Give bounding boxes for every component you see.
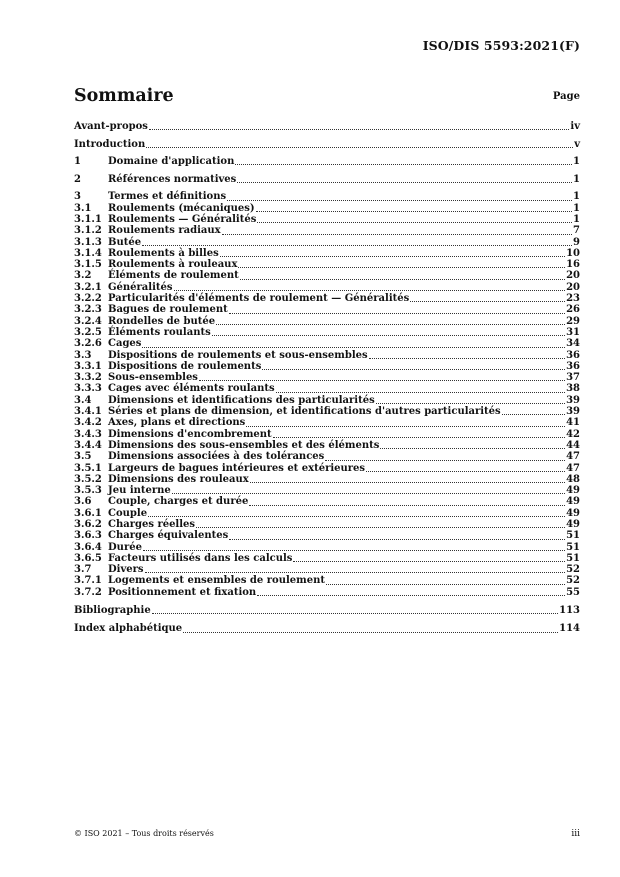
toc-entry-title: Largeurs de bagues intérieures et extérieures (108, 462, 366, 474)
toc-dot-leader (238, 267, 565, 268)
toc-entry-number: 3.3 (74, 349, 92, 361)
toc-dot-leader (235, 164, 572, 165)
toc-entry-number: 3.3.3 (74, 383, 102, 395)
toc-dot-leader (174, 290, 566, 291)
toc-entry[interactable] (74, 156, 580, 167)
toc-entry-page: 48 (566, 473, 580, 485)
toc-entry-title: Références normatives (108, 173, 237, 185)
toc-dot-leader (143, 550, 565, 551)
toc-entry[interactable] (74, 248, 580, 259)
toc-dot-leader (257, 222, 572, 223)
toc-entry-title: Dimensions des sous-ensembles et des éléments (108, 439, 380, 451)
toc-entry[interactable] (74, 338, 580, 349)
toc-entry-title: Jeu interne (108, 485, 171, 497)
toc-dot-leader (142, 245, 572, 246)
toc-entry-title: Dimensions d'encombrement (108, 428, 272, 440)
toc-dot-leader (276, 392, 565, 393)
toc-entry-number: 3.1.2 (74, 225, 102, 237)
toc-entry-title: Dimensions des rouleaux (108, 473, 249, 485)
toc-entry[interactable] (74, 293, 580, 304)
toc-entry[interactable] (74, 174, 580, 185)
toc-entry-number: 3.7.1 (74, 575, 102, 587)
toc-entry-page: 51 (566, 541, 580, 553)
toc-dot-leader (222, 234, 572, 235)
toc-entry-title: Positionnement et fixation (108, 586, 257, 598)
toc-dot-leader (273, 437, 565, 438)
toc-dot-leader (229, 313, 565, 314)
toc-entry-page: 49 (566, 496, 580, 508)
toc-dot-leader (148, 516, 565, 517)
toc-entry-title: Cages avec éléments roulants (108, 383, 275, 395)
toc-dot-leader (142, 347, 565, 348)
toc-entry-title: Dimensions associées à des tolérances (108, 451, 325, 463)
toc-entry[interactable] (74, 259, 580, 270)
toc-entry-number: 3.6.1 (74, 507, 102, 519)
toc-entry-title: Index alphabétique (74, 623, 183, 635)
toc-entry-number: 3.5 (74, 451, 92, 463)
toc-entry[interactable] (74, 350, 580, 361)
toc-entry-number: 3.1.4 (74, 247, 102, 259)
toc-entry[interactable] (74, 485, 580, 496)
footer-page-number: iii (571, 829, 580, 839)
toc-entry-title: Séries et plans de dimension, et identifications d'autres particularités (108, 406, 501, 418)
toc-dot-leader (145, 572, 566, 573)
toc-entry[interactable] (74, 463, 580, 474)
toc-entry[interactable] (74, 225, 580, 236)
toc-entry-page: 36 (566, 349, 580, 361)
toc-dot-leader (293, 561, 565, 562)
toc-entry-title: Roulements à billes (108, 247, 219, 259)
toc-entry-page: 39 (566, 394, 580, 406)
toc-entry-title: Avant-propos (74, 121, 148, 132)
toc-entry-page: 20 (566, 281, 580, 293)
toc-dot-leader (146, 147, 573, 148)
toc-entry-number: 3.6.2 (74, 518, 102, 530)
toc-entry-number: 3.2.3 (74, 304, 102, 316)
toc-group-gap (74, 598, 580, 605)
toc-entry[interactable] (74, 451, 580, 462)
toc-entry[interactable] (74, 587, 580, 598)
toc-entry-title: Rondelles de butée (108, 315, 216, 327)
toc-entry-page: 51 (566, 552, 580, 564)
toc-entry-page: 49 (566, 507, 580, 519)
toc-entry-title: Roulements à rouleaux (108, 259, 238, 271)
toc-entry-title: Introduction (74, 138, 146, 150)
toc-entry-number: 3.4.2 (74, 417, 102, 429)
toc-entry-number: 3.1.3 (74, 236, 102, 248)
toc-entry-title: Durée (108, 541, 142, 553)
toc-entry-number: 2 (74, 173, 81, 185)
toc-entry[interactable] (74, 282, 580, 293)
toc-entry[interactable] (74, 553, 580, 564)
toc-entry-title: Divers (108, 564, 144, 576)
toc-entry[interactable] (74, 575, 580, 586)
toc-entry-page: iv (570, 121, 580, 132)
toc-entry-number: 3.2.6 (74, 338, 102, 350)
toc-entry-page: 31 (566, 326, 580, 338)
toc-entry-title: Cages (108, 338, 142, 350)
toc-entry[interactable] (74, 383, 580, 394)
toc-entry[interactable] (74, 139, 580, 150)
toc-entry-number: 3.5.3 (74, 485, 102, 497)
toc-entry-number: 3.6.4 (74, 541, 102, 553)
toc-entry-number: 3.3.1 (74, 360, 102, 372)
toc-entry-title: Logements et ensembles de roulement (108, 575, 325, 587)
toc-entry[interactable] (74, 270, 580, 281)
toc-entry-title: Bagues de roulement (108, 304, 228, 316)
toc-entry[interactable] (74, 121, 580, 132)
toc-entry-number: 3.4 (74, 394, 92, 406)
toc-dot-leader (216, 324, 565, 325)
toc-dot-leader (220, 256, 565, 257)
toc-dot-leader (183, 632, 558, 633)
toc-entry-number: 3.3.2 (74, 372, 102, 384)
toc-entry-page: 1 (573, 213, 580, 225)
toc-entry-page: 36 (566, 360, 580, 372)
toc-dot-leader (199, 380, 565, 381)
toc-entry-page: 16 (566, 259, 580, 271)
toc-entry-page: 39 (566, 406, 580, 418)
toc-entry-title: Charges équivalentes (108, 530, 229, 542)
toc-entry[interactable] (74, 474, 580, 485)
toc-entry-page: 10 (566, 247, 580, 259)
toc-group-gap (74, 616, 580, 623)
toc-entry-page: 41 (566, 417, 580, 429)
toc-entry-title: Généralités (108, 281, 173, 293)
toc-entry[interactable] (74, 372, 580, 383)
toc-entry-number: 3.2 (74, 270, 92, 282)
toc-entry[interactable] (74, 191, 580, 202)
toc-entry-number: 3.2.4 (74, 315, 102, 327)
toc-entry-page: 51 (566, 530, 580, 542)
toc-entry-page: 1 (573, 202, 580, 214)
toc-entry[interactable] (74, 406, 580, 417)
toc-dot-leader (250, 482, 565, 483)
toc-entry-title: Bibliographie (74, 605, 151, 617)
toc-entry-title: Roulements — Généralités (108, 213, 257, 225)
toc-entry[interactable] (74, 440, 580, 451)
toc-entry-page: 1 (573, 173, 580, 185)
toc-entry-page: 1 (573, 156, 580, 168)
toc-entry-page: 7 (573, 225, 580, 237)
toc-entry-number: 3.4.3 (74, 428, 102, 440)
toc-entry-page: 26 (566, 304, 580, 316)
toc-entry-title: Domaine d'application (108, 156, 235, 168)
toc-entry-number: 3.5.1 (74, 462, 102, 474)
toc-entry-page: 47 (566, 462, 580, 474)
toc-entry-page: 9 (573, 236, 580, 248)
toc-entry-title: Axes, plans et directions (108, 417, 246, 429)
toc-entry-number: 3.1.5 (74, 259, 102, 271)
toc-entry[interactable] (74, 214, 580, 225)
toc-entry[interactable] (74, 203, 580, 214)
toc-dot-leader (376, 403, 565, 404)
toc-entry-title: Couple (108, 507, 148, 519)
toc-entry-page: 23 (566, 293, 580, 305)
toc-entry-number: 3.2.2 (74, 293, 102, 305)
toc-entry-title: Dimensions et identifications des particularités (108, 394, 375, 406)
toc-entry-number: 3.2.5 (74, 326, 102, 338)
toc-entry-number: 3.4.4 (74, 439, 102, 451)
toc-entry-page: 44 (566, 439, 580, 451)
toc-entry-title: Roulements (mécaniques) (108, 202, 255, 214)
toc-entry[interactable] (74, 530, 580, 541)
toc-entry-title: Éléments de roulement (108, 270, 239, 282)
toc-dot-leader (240, 279, 565, 280)
toc-entry[interactable] (74, 564, 580, 575)
toc-dot-leader (237, 182, 572, 183)
toc-entry-page: 1 (573, 191, 580, 203)
toc-entry[interactable] (74, 542, 580, 553)
toc-entry[interactable] (74, 605, 580, 616)
toc-dot-leader (196, 527, 565, 528)
toc-dot-leader (257, 595, 565, 596)
footer-copyright: © ISO 2021 – Tous droits réservés (74, 829, 214, 838)
toc-dot-leader (212, 335, 565, 336)
toc-entry-page: 34 (566, 338, 580, 350)
toc-entry-page: 114 (559, 623, 580, 635)
toc-entry-title: Roulements radiaux (108, 225, 221, 237)
toc-dot-leader (262, 369, 565, 370)
toc-entry[interactable] (74, 237, 580, 248)
toc-entry-number: 3.1 (74, 202, 92, 214)
toc-entry-page: 20 (566, 270, 580, 282)
toc-entry-page: 38 (566, 383, 580, 395)
toc-entry-page: 47 (566, 451, 580, 463)
toc-entry-number: 3.1.1 (74, 213, 102, 225)
toc-dot-leader (325, 460, 565, 461)
toc-entry[interactable] (74, 496, 580, 507)
toc-entry-title: Couple, charges et durée (108, 496, 249, 508)
toc-entry-number: 3.6.3 (74, 530, 102, 542)
toc-entry-number: 3.7.2 (74, 586, 102, 598)
toc-entry-number: 3 (74, 191, 81, 203)
toc-dot-leader (326, 584, 565, 585)
toc-dot-leader (410, 301, 565, 302)
toc-dot-leader (227, 200, 572, 201)
toc-entry-title: Particularités d'éléments de roulement — Généralités (108, 293, 410, 305)
toc-entry-title: Dispositions de roulements et sous-ensembles (108, 349, 368, 361)
toc-entry[interactable] (74, 327, 580, 338)
toc-entry-title: Éléments roulants (108, 326, 211, 338)
toc-dot-leader (152, 613, 558, 614)
toc-entry-page: 52 (566, 575, 580, 587)
toc-entry-number: 3.6.5 (74, 552, 102, 564)
toc-entry-page: 42 (566, 428, 580, 440)
toc-entry[interactable] (74, 417, 580, 428)
document-code: ISO/DIS 5593:2021(F) (422, 38, 580, 53)
toc-dot-leader (172, 493, 565, 494)
toc-entry[interactable] (74, 304, 580, 315)
toc-entry-title: Sous-ensembles (108, 372, 198, 384)
toc-dot-leader (249, 505, 565, 506)
toc-entry-page: 49 (566, 518, 580, 530)
toc-entry-page: v (574, 138, 580, 150)
toc-entry-title: Charges réelles (108, 518, 196, 530)
toc-entry-page: 29 (566, 315, 580, 327)
toc-entry-number: 3.6 (74, 496, 92, 508)
toc-entry-page: 52 (566, 564, 580, 576)
toc-entry[interactable] (74, 508, 580, 519)
page-title: Sommaire (74, 86, 174, 106)
toc-entry-title: Butée (108, 236, 142, 248)
toc-entry-number: 1 (74, 156, 81, 168)
toc-entry-number: 3.2.1 (74, 281, 102, 293)
toc-dot-leader (256, 211, 572, 212)
toc-entry-page: 55 (566, 586, 580, 598)
toc-entry[interactable] (74, 316, 580, 327)
toc-entry[interactable] (74, 429, 580, 440)
toc-dot-leader (366, 471, 565, 472)
toc-entry-page: 37 (566, 372, 580, 384)
toc-entry-title: Termes et définitions (108, 191, 227, 203)
toc-entry-number: 3.5.2 (74, 473, 102, 485)
table-of-contents (74, 121, 580, 635)
toc-entry[interactable] (74, 361, 580, 372)
toc-dot-leader (149, 129, 569, 130)
toc-entry-title: Dispositions de roulements (108, 360, 262, 372)
toc-entry[interactable] (74, 395, 580, 406)
toc-dot-leader (369, 358, 565, 359)
toc-entry-title: Facteurs utilisés dans les calculs (108, 552, 293, 564)
toc-entry[interactable] (74, 519, 580, 530)
toc-entry-number: 3.4.1 (74, 406, 102, 418)
toc-dot-leader (380, 448, 565, 449)
toc-entry-page: 49 (566, 485, 580, 497)
toc-entry-number: 3.7 (74, 564, 92, 576)
page-column-label: Page (552, 91, 580, 102)
toc-entry[interactable] (74, 623, 580, 634)
toc-dot-leader (229, 539, 565, 540)
toc-entry-page: 113 (559, 605, 580, 617)
toc-dot-leader (246, 426, 565, 427)
toc-dot-leader (502, 414, 565, 415)
